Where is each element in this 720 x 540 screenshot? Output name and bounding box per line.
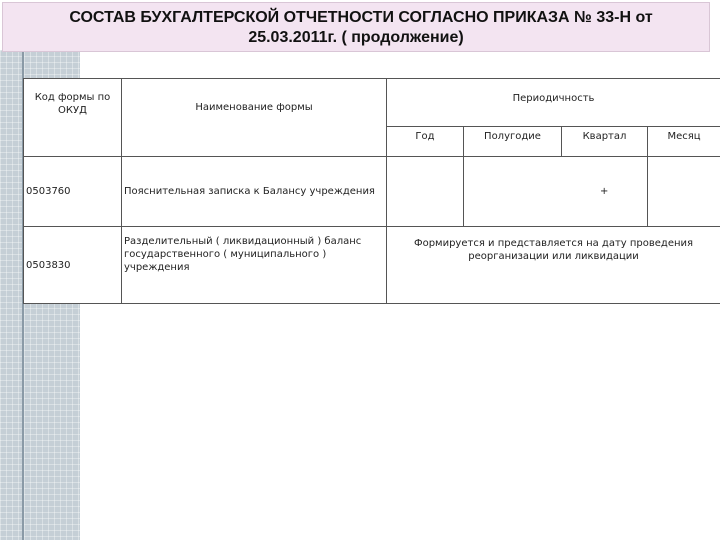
row-1-quarter: +: [562, 157, 648, 227]
slide-title-line-1: СОСТАВ БУХГАЛТЕРСКОЙ ОТЧЕТНОСТИ СОГЛАСНО ПРИКАЗА № 33-Н от: [69, 9, 653, 26]
table-row: [24, 157, 720, 227]
header-half-year: Полугодие: [464, 127, 562, 157]
header-periodicity: [387, 79, 720, 127]
row-1-month: [648, 157, 720, 227]
header-code: [24, 79, 122, 157]
slide-title: [2, 2, 710, 52]
slide-title-line-2: 25.03.2011г. ( продолжение): [248, 29, 464, 46]
table-row: [24, 227, 720, 304]
header-name: [122, 79, 387, 157]
header-month: Месяц: [648, 127, 720, 157]
row-1-half-year: [464, 157, 562, 227]
row-2-code: 0503830: [24, 227, 122, 304]
row-2-periodicity-note: Формируется и представляется на дату проведения реорганизации или ликвидации: [387, 227, 720, 304]
row-2-name: Разделительный ( ликвидационный ) баланс государственного ( муниципального ) учреждения: [122, 227, 387, 304]
row-1-name: Пояснительная записка к Балансу учреждения: [122, 157, 387, 227]
row-1-year: [387, 157, 464, 227]
header-year: Год: [387, 127, 464, 157]
reporting-forms-table: [23, 78, 720, 304]
row-1-code: 0503760: [24, 157, 122, 227]
header-periodicity-label: Периодичность: [512, 93, 595, 104]
header-code-label: Код формы по ОКУД: [34, 92, 111, 116]
header-quarter: Квартал: [562, 127, 648, 157]
header-name-label: Наименование формы: [195, 102, 313, 113]
table-header-row-1: [24, 79, 720, 127]
